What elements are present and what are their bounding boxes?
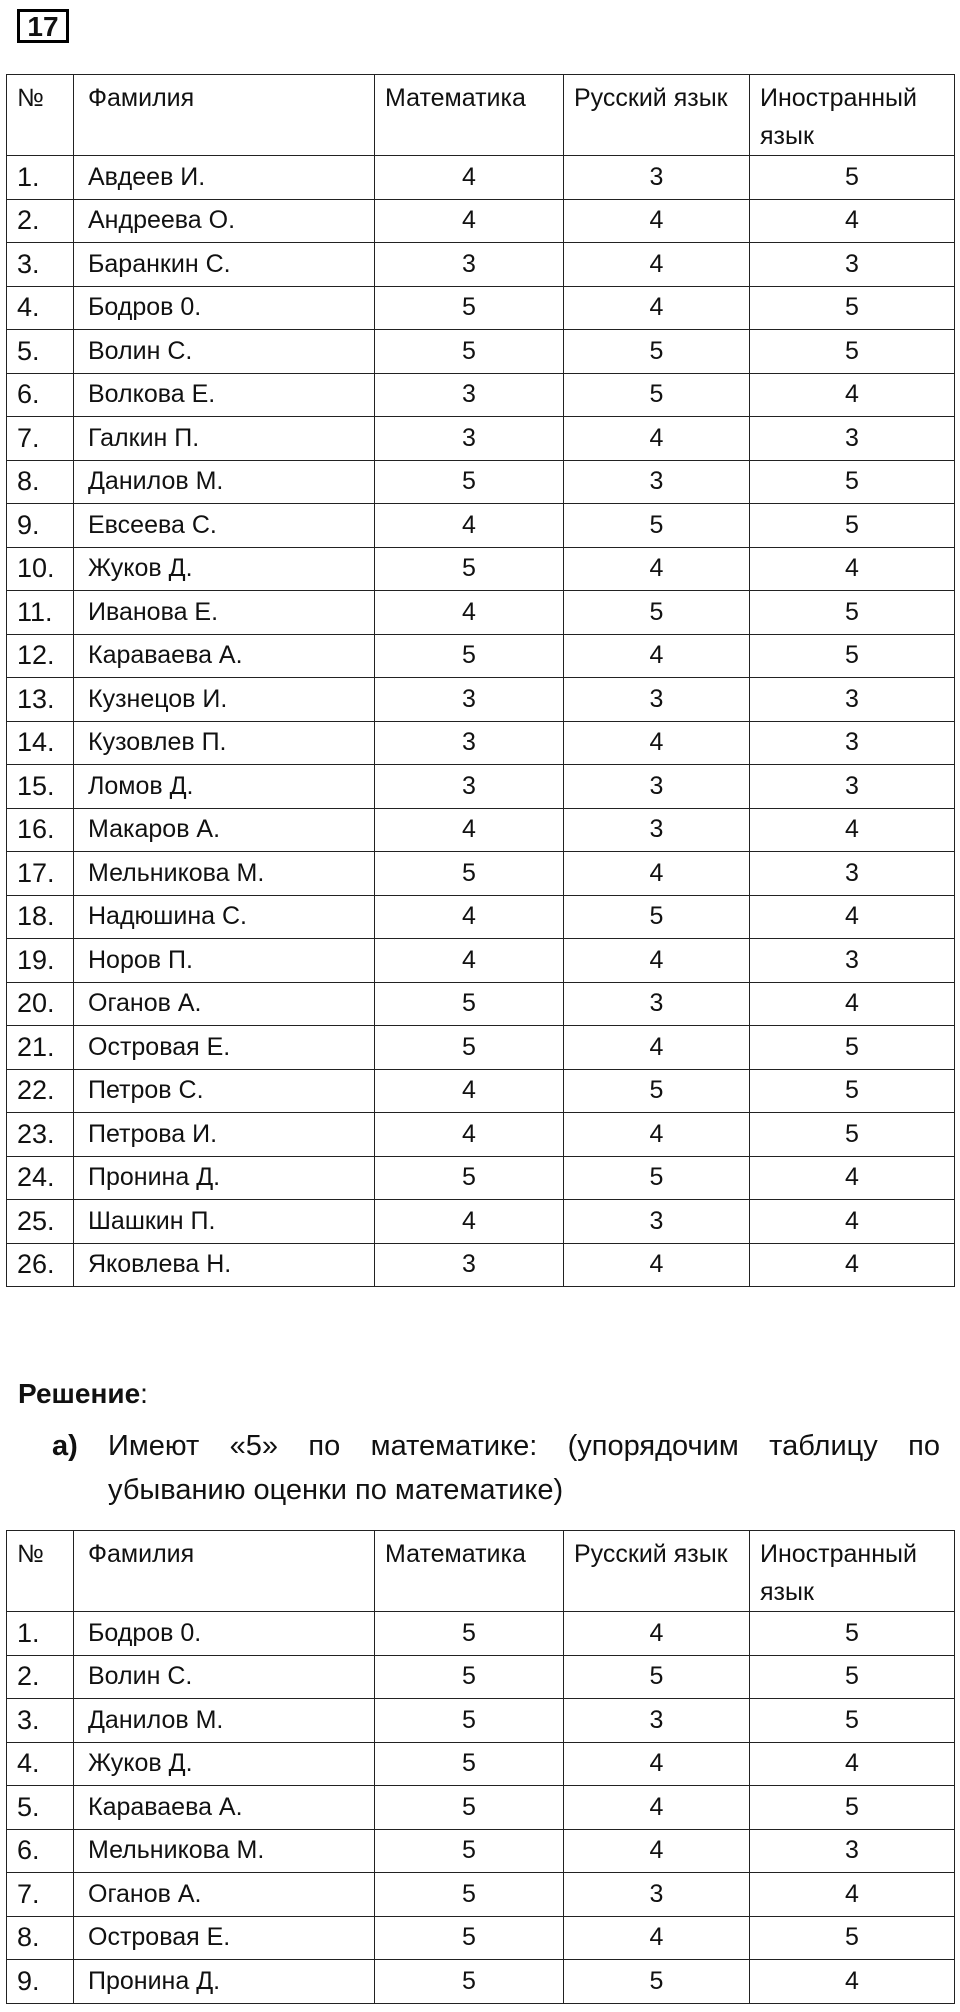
header-russian: Русский язык bbox=[564, 1531, 750, 1612]
table-row bbox=[7, 1655, 955, 1699]
student-surname: Данилов М. bbox=[74, 1699, 375, 1743]
foreign-grade: 4 bbox=[750, 895, 955, 939]
table-row bbox=[7, 1786, 955, 1830]
math-grade: 4 bbox=[375, 156, 564, 200]
math-grade: 4 bbox=[375, 1069, 564, 1113]
student-surname: Жуков Д. bbox=[74, 1742, 375, 1786]
row-number: 15. bbox=[7, 765, 74, 809]
math-grade: 5 bbox=[375, 1699, 564, 1743]
row-number: 19. bbox=[7, 939, 74, 983]
table-row bbox=[7, 721, 955, 765]
solution-heading bbox=[18, 1376, 148, 1412]
table-row bbox=[7, 1742, 955, 1786]
russian-grade: 4 bbox=[564, 547, 750, 591]
math-grade: 4 bbox=[375, 895, 564, 939]
table-row bbox=[7, 678, 955, 722]
row-number: 20. bbox=[7, 982, 74, 1026]
table2-body bbox=[7, 1612, 955, 2004]
solution-label: Решение bbox=[18, 1378, 141, 1409]
student-surname: Пронина Д. bbox=[74, 1960, 375, 2004]
russian-grade: 3 bbox=[564, 982, 750, 1026]
student-surname: Галкин П. bbox=[74, 417, 375, 461]
student-surname: Мельникова М. bbox=[74, 852, 375, 896]
math-grade: 5 bbox=[375, 1786, 564, 1830]
russian-grade: 3 bbox=[564, 678, 750, 722]
task-number-badge: 17 bbox=[17, 9, 69, 43]
russian-grade: 4 bbox=[564, 286, 750, 330]
student-surname: Оганов А. bbox=[74, 1873, 375, 1917]
row-number: 7. bbox=[7, 417, 74, 461]
student-surname: Ломов Д. bbox=[74, 765, 375, 809]
foreign-grade: 5 bbox=[750, 504, 955, 548]
student-surname: Петров С. bbox=[74, 1069, 375, 1113]
student-surname: Шашкин П. bbox=[74, 1200, 375, 1244]
math-grade: 3 bbox=[375, 721, 564, 765]
foreign-grade: 4 bbox=[750, 373, 955, 417]
russian-grade: 3 bbox=[564, 1873, 750, 1917]
row-number: 9. bbox=[7, 1960, 74, 2004]
foreign-grade: 3 bbox=[750, 243, 955, 287]
row-number: 16. bbox=[7, 808, 74, 852]
math-grade: 5 bbox=[375, 634, 564, 678]
math-grade: 3 bbox=[375, 765, 564, 809]
student-surname: Данилов М. bbox=[74, 460, 375, 504]
math-grade: 5 bbox=[375, 1742, 564, 1786]
math-grade: 4 bbox=[375, 1113, 564, 1157]
table-row bbox=[7, 1699, 955, 1743]
row-number: 3. bbox=[7, 243, 74, 287]
russian-grade: 5 bbox=[564, 1655, 750, 1699]
row-number: 9. bbox=[7, 504, 74, 548]
row-number: 24. bbox=[7, 1156, 74, 1200]
math-grade: 5 bbox=[375, 330, 564, 374]
header-surname: Фамилия bbox=[74, 1531, 375, 1612]
russian-grade: 3 bbox=[564, 1200, 750, 1244]
student-surname: Мельникова М. bbox=[74, 1829, 375, 1873]
table-row bbox=[7, 939, 955, 983]
table-row bbox=[7, 591, 955, 635]
russian-grade: 4 bbox=[564, 1243, 750, 1287]
header-foreign: Иностранный язык bbox=[750, 75, 955, 156]
foreign-grade: 5 bbox=[750, 1069, 955, 1113]
student-surname: Караваева А. bbox=[74, 634, 375, 678]
student-surname: Жуков Д. bbox=[74, 547, 375, 591]
russian-grade: 4 bbox=[564, 721, 750, 765]
row-number: 8. bbox=[7, 1916, 74, 1960]
row-number: 25. bbox=[7, 1200, 74, 1244]
foreign-grade: 4 bbox=[750, 982, 955, 1026]
math-grade: 5 bbox=[375, 1873, 564, 1917]
row-number: 1. bbox=[7, 1612, 74, 1656]
table-header-row bbox=[7, 75, 955, 156]
russian-grade: 4 bbox=[564, 1612, 750, 1656]
foreign-grade: 4 bbox=[750, 1200, 955, 1244]
math-grade: 4 bbox=[375, 591, 564, 635]
russian-grade: 4 bbox=[564, 199, 750, 243]
row-number: 22. bbox=[7, 1069, 74, 1113]
header-number: № bbox=[7, 75, 74, 156]
student-surname: Островая Е. bbox=[74, 1026, 375, 1070]
math-grade: 4 bbox=[375, 1200, 564, 1244]
grades-table-full bbox=[6, 74, 955, 1287]
student-surname: Волкова Е. bbox=[74, 373, 375, 417]
student-surname: Авдеев И. bbox=[74, 156, 375, 200]
foreign-grade: 4 bbox=[750, 199, 955, 243]
solution-colon: : bbox=[140, 1378, 148, 1409]
table-row bbox=[7, 634, 955, 678]
math-grade: 5 bbox=[375, 1655, 564, 1699]
russian-grade: 3 bbox=[564, 156, 750, 200]
row-number: 4. bbox=[7, 286, 74, 330]
math-grade: 4 bbox=[375, 939, 564, 983]
table-row bbox=[7, 1069, 955, 1113]
math-grade: 5 bbox=[375, 1026, 564, 1070]
student-surname: Андреева О. bbox=[74, 199, 375, 243]
row-number: 10. bbox=[7, 547, 74, 591]
math-grade: 5 bbox=[375, 982, 564, 1026]
table-row bbox=[7, 1916, 955, 1960]
table-row bbox=[7, 417, 955, 461]
foreign-grade: 5 bbox=[750, 1026, 955, 1070]
russian-grade: 5 bbox=[564, 504, 750, 548]
foreign-grade: 5 bbox=[750, 156, 955, 200]
row-number: 13. bbox=[7, 678, 74, 722]
student-surname: Макаров А. bbox=[74, 808, 375, 852]
row-number: 23. bbox=[7, 1113, 74, 1157]
student-surname: Баранкин С. bbox=[74, 243, 375, 287]
math-grade: 4 bbox=[375, 504, 564, 548]
table-row bbox=[7, 1243, 955, 1287]
foreign-grade: 4 bbox=[750, 1243, 955, 1287]
math-grade: 3 bbox=[375, 1243, 564, 1287]
student-surname: Караваева А. bbox=[74, 1786, 375, 1830]
table-row bbox=[7, 1829, 955, 1873]
student-surname: Кузовлев П. bbox=[74, 721, 375, 765]
table-row bbox=[7, 199, 955, 243]
student-surname: Надюшина С. bbox=[74, 895, 375, 939]
russian-grade: 5 bbox=[564, 330, 750, 374]
math-grade: 5 bbox=[375, 547, 564, 591]
russian-grade: 4 bbox=[564, 1742, 750, 1786]
russian-grade: 5 bbox=[564, 591, 750, 635]
foreign-grade: 5 bbox=[750, 1699, 955, 1743]
row-number: 11. bbox=[7, 591, 74, 635]
row-number: 14. bbox=[7, 721, 74, 765]
foreign-grade: 3 bbox=[750, 417, 955, 461]
row-number: 8. bbox=[7, 460, 74, 504]
foreign-grade: 5 bbox=[750, 1916, 955, 1960]
math-grade: 3 bbox=[375, 373, 564, 417]
table-row bbox=[7, 286, 955, 330]
header-number: № bbox=[7, 1531, 74, 1612]
math-grade: 3 bbox=[375, 678, 564, 722]
foreign-grade: 4 bbox=[750, 1742, 955, 1786]
table-row bbox=[7, 1873, 955, 1917]
foreign-grade: 4 bbox=[750, 808, 955, 852]
math-grade: 5 bbox=[375, 1612, 564, 1656]
table-row bbox=[7, 852, 955, 896]
russian-grade: 4 bbox=[564, 243, 750, 287]
table-row bbox=[7, 895, 955, 939]
russian-grade: 3 bbox=[564, 1699, 750, 1743]
foreign-grade: 5 bbox=[750, 460, 955, 504]
russian-grade: 4 bbox=[564, 1113, 750, 1157]
foreign-grade: 4 bbox=[750, 1156, 955, 1200]
solution-item-text: Имеют «5» по математике: (упорядочим таблицу по убыванию оценки по математике) bbox=[108, 1430, 940, 1506]
russian-grade: 4 bbox=[564, 417, 750, 461]
russian-grade: 4 bbox=[564, 852, 750, 896]
russian-grade: 5 bbox=[564, 373, 750, 417]
russian-grade: 5 bbox=[564, 895, 750, 939]
russian-grade: 3 bbox=[564, 808, 750, 852]
row-number: 12. bbox=[7, 634, 74, 678]
table-row bbox=[7, 808, 955, 852]
table-row bbox=[7, 982, 955, 1026]
row-number: 7. bbox=[7, 1873, 74, 1917]
foreign-grade: 3 bbox=[750, 765, 955, 809]
math-grade: 5 bbox=[375, 1960, 564, 2004]
student-surname: Бодров 0. bbox=[74, 286, 375, 330]
russian-grade: 5 bbox=[564, 1156, 750, 1200]
header-russian: Русский язык bbox=[564, 75, 750, 156]
student-surname: Яковлева Н. bbox=[74, 1243, 375, 1287]
student-surname: Пронина Д. bbox=[74, 1156, 375, 1200]
table-row bbox=[7, 1200, 955, 1244]
table-row bbox=[7, 1026, 955, 1070]
table-row bbox=[7, 765, 955, 809]
student-surname: Евсеева С. bbox=[74, 504, 375, 548]
math-grade: 5 bbox=[375, 1156, 564, 1200]
foreign-grade: 3 bbox=[750, 721, 955, 765]
foreign-grade: 3 bbox=[750, 852, 955, 896]
foreign-grade: 3 bbox=[750, 1829, 955, 1873]
row-number: 5. bbox=[7, 330, 74, 374]
math-grade: 3 bbox=[375, 243, 564, 287]
student-surname: Оганов А. bbox=[74, 982, 375, 1026]
russian-grade: 4 bbox=[564, 1786, 750, 1830]
math-grade: 4 bbox=[375, 199, 564, 243]
math-grade: 5 bbox=[375, 460, 564, 504]
russian-grade: 5 bbox=[564, 1960, 750, 2004]
student-surname: Иванова Е. bbox=[74, 591, 375, 635]
row-number: 1. bbox=[7, 156, 74, 200]
table-row bbox=[7, 373, 955, 417]
foreign-grade: 5 bbox=[750, 634, 955, 678]
student-surname: Островая Е. bbox=[74, 1916, 375, 1960]
foreign-grade: 5 bbox=[750, 286, 955, 330]
table-row bbox=[7, 330, 955, 374]
grades-table-math-five bbox=[6, 1530, 955, 2004]
foreign-grade: 3 bbox=[750, 678, 955, 722]
russian-grade: 4 bbox=[564, 634, 750, 678]
row-number: 18. bbox=[7, 895, 74, 939]
foreign-grade: 4 bbox=[750, 1960, 955, 2004]
foreign-grade: 5 bbox=[750, 1113, 955, 1157]
student-surname: Кузнецов И. bbox=[74, 678, 375, 722]
row-number: 2. bbox=[7, 1655, 74, 1699]
row-number: 26. bbox=[7, 1243, 74, 1287]
table1-body bbox=[7, 156, 955, 1287]
table-row bbox=[7, 1113, 955, 1157]
header-surname: Фамилия bbox=[74, 75, 375, 156]
table-row bbox=[7, 504, 955, 548]
foreign-grade: 3 bbox=[750, 939, 955, 983]
foreign-grade: 4 bbox=[750, 1873, 955, 1917]
row-number: 3. bbox=[7, 1699, 74, 1743]
foreign-grade: 4 bbox=[750, 547, 955, 591]
row-number: 2. bbox=[7, 199, 74, 243]
student-surname: Петрова И. bbox=[74, 1113, 375, 1157]
solution-item-marker: а) bbox=[52, 1430, 78, 1462]
russian-grade: 5 bbox=[564, 1069, 750, 1113]
russian-grade: 3 bbox=[564, 460, 750, 504]
russian-grade: 3 bbox=[564, 765, 750, 809]
row-number: 17. bbox=[7, 852, 74, 896]
math-grade: 3 bbox=[375, 417, 564, 461]
header-math: Математика bbox=[375, 75, 564, 156]
header-math: Математика bbox=[375, 1531, 564, 1612]
table-row bbox=[7, 1960, 955, 2004]
math-grade: 5 bbox=[375, 1829, 564, 1873]
russian-grade: 4 bbox=[564, 939, 750, 983]
row-number: 5. bbox=[7, 1786, 74, 1830]
foreign-grade: 5 bbox=[750, 1612, 955, 1656]
student-surname: Волин С. bbox=[74, 1655, 375, 1699]
row-number: 6. bbox=[7, 1829, 74, 1873]
math-grade: 5 bbox=[375, 852, 564, 896]
math-grade: 5 bbox=[375, 286, 564, 330]
russian-grade: 4 bbox=[564, 1916, 750, 1960]
table-row bbox=[7, 460, 955, 504]
student-surname: Норов П. bbox=[74, 939, 375, 983]
foreign-grade: 5 bbox=[750, 591, 955, 635]
russian-grade: 4 bbox=[564, 1829, 750, 1873]
table-row bbox=[7, 1156, 955, 1200]
foreign-grade: 5 bbox=[750, 1786, 955, 1830]
table-header-row bbox=[7, 1531, 955, 1612]
row-number: 21. bbox=[7, 1026, 74, 1070]
math-grade: 4 bbox=[375, 808, 564, 852]
row-number: 4. bbox=[7, 1742, 74, 1786]
row-number: 6. bbox=[7, 373, 74, 417]
foreign-grade: 5 bbox=[750, 330, 955, 374]
russian-grade: 4 bbox=[564, 1026, 750, 1070]
student-surname: Волин С. bbox=[74, 330, 375, 374]
math-grade: 5 bbox=[375, 1916, 564, 1960]
table-row bbox=[7, 243, 955, 287]
header-foreign: Иностранный язык bbox=[750, 1531, 955, 1612]
table-row bbox=[7, 1612, 955, 1656]
foreign-grade: 5 bbox=[750, 1655, 955, 1699]
table-row bbox=[7, 547, 955, 591]
student-surname: Бодров 0. bbox=[74, 1612, 375, 1656]
table-row bbox=[7, 156, 955, 200]
